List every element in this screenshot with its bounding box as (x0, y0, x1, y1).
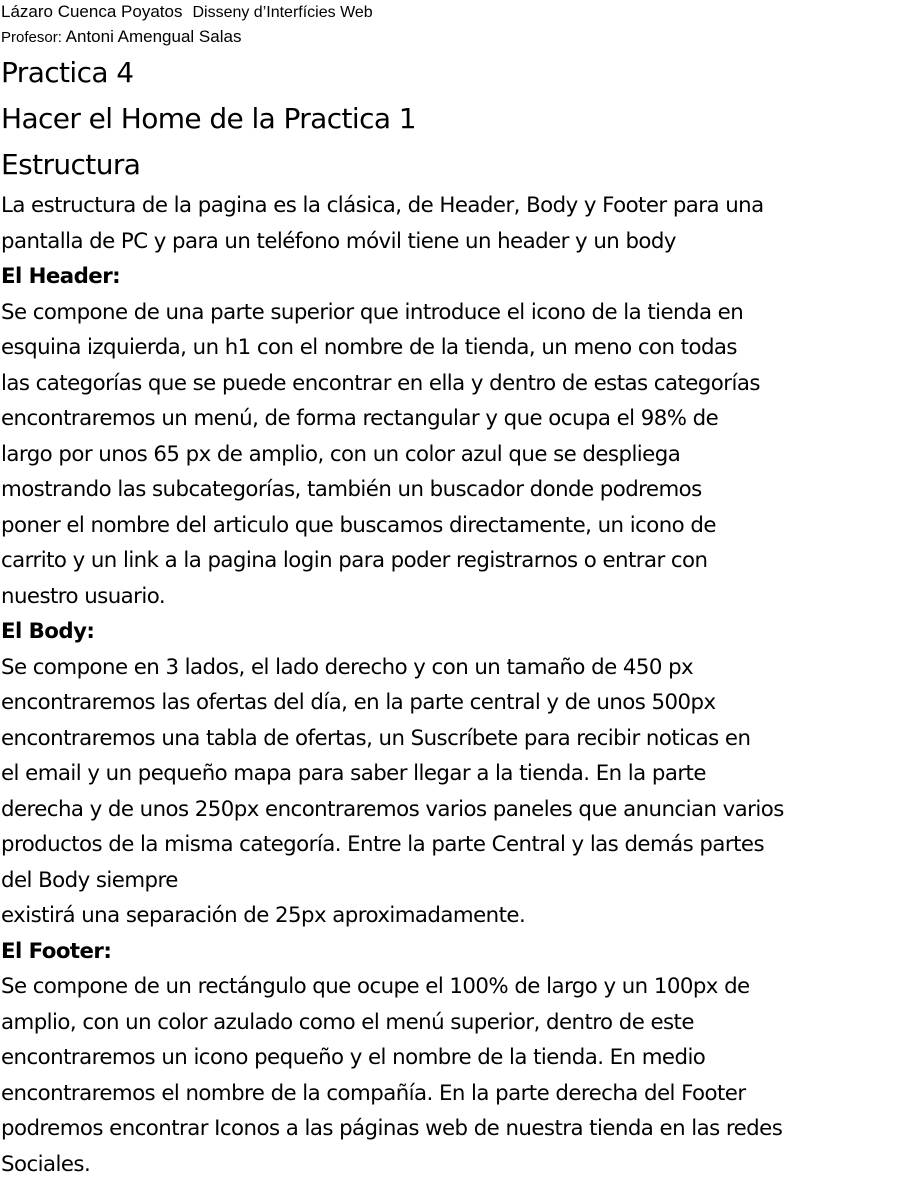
footer-section-line: Sociales. (1, 1147, 903, 1182)
body-section-line: encontraremos las ofertas del día, en la parte central y de unos 500px (1, 685, 903, 721)
header-section-line: esquina izquierda, un h1 con el nombre de la tienda, un meno con todas (1, 330, 903, 366)
body-section-line: productos de la misma categoría. Entre la parte Central y las demás partes (1, 827, 903, 863)
footer-section-line: amplio, con un color azulado como el menú superior, dentro de este (1, 1005, 903, 1041)
header-section-line: Se compone de una parte superior que introduce el icono de la tienda en (1, 295, 903, 331)
professor-line (1, 25, 903, 50)
practice-title: Practica 4 (1, 50, 903, 96)
professor-label: Profesor: (1, 29, 62, 46)
task-title: Hacer el Home de la Practica 1 (1, 96, 903, 142)
body-section-line: encontraremos una tabla de ofertas, un Suscríbete para recibir noticas en (1, 721, 903, 757)
header-section-line: poner el nombre del articulo que buscamos directamente, un icono de (1, 508, 903, 544)
body-section-line: derecha y de unos 250px encontraremos varios paneles que anuncian varios (1, 792, 903, 828)
header-section-line: las categorías que se puede encontrar en ella y dentro de estas categorías (1, 366, 903, 402)
header-section-line: nuestro usuario. (1, 579, 903, 615)
author-line (1, 0, 903, 25)
footer-section-line: encontraremos un icono pequeño y el nombre de la tienda. En medio (1, 1040, 903, 1076)
intro-line: pantalla de PC y para un teléfono móvil tiene un header y un body (1, 224, 903, 260)
header-section-line: carrito y un link a la pagina login para poder registrarnos o entrar con (1, 543, 903, 579)
header-section-line: largo por unos 65 px de amplio, con un color azul que se despliega (1, 437, 903, 473)
footer-section-heading: El Footer: (1, 934, 903, 970)
author-name: Lázaro Cuenca Poyatos (1, 2, 182, 21)
course-name: Disseny d’Interfícies Web (192, 4, 372, 21)
footer-section-line: encontraremos el nombre de la compañía. En la parte derecha del Footer (1, 1076, 903, 1112)
header-section-line: encontraremos un menú, de forma rectangular y que ocupa el 98% de (1, 401, 903, 437)
body-section-line: existirá una separación de 25px aproximadamente. (1, 898, 903, 934)
intro-line: La estructura de la pagina es la clásica, de Header, Body y Footer para una (1, 188, 903, 224)
body-section-line: del Body siempre (1, 863, 903, 899)
body-section-heading: El Body: (1, 614, 903, 650)
footer-section-line: Se compone de un rectángulo que ocupe el 100% de largo y un 100px de (1, 969, 903, 1005)
footer-section-line: podremos encontrar Iconos a las páginas web de nuestra tienda en las redes (1, 1111, 903, 1147)
body-section-line: el email y un pequeño mapa para saber llegar a la tienda. En la parte (1, 756, 903, 792)
structure-title: Estructura (1, 142, 903, 188)
header-section-line: mostrando las subcategorías, también un buscador donde podremos (1, 472, 903, 508)
professor-name: Antoni Amengual Salas (66, 27, 242, 46)
header-section-heading: El Header: (1, 259, 903, 295)
body-section-line: Se compone en 3 lados, el lado derecho y con un tamaño de 450 px (1, 650, 903, 686)
